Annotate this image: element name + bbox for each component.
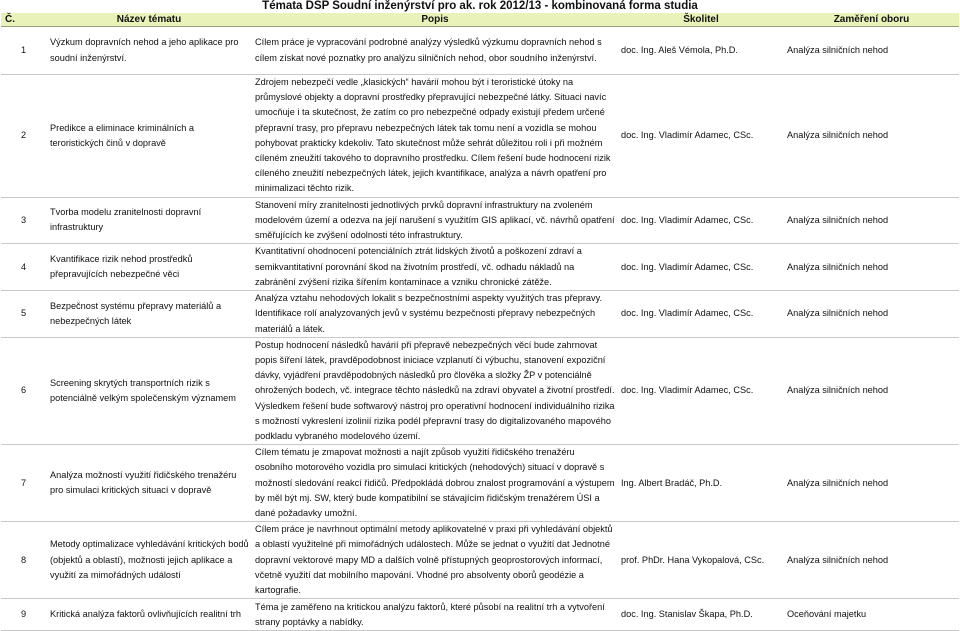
header-focus: Zaměření oboru: [784, 13, 959, 27]
row-number: 9: [1, 599, 46, 631]
header-description: Popis: [252, 13, 618, 27]
table-row: [1, 599, 959, 631]
topic-description: Stanovení míry zranitelnosti jednotlivých prvků dopravní infrastruktury na zvoleném modelovém území a odezva na její narušení s využitím GIS aplikací, vč. návrhů opatření směřujících ke zvýšení odolnosti této infrastruktury.: [252, 197, 618, 244]
supervisor: Ing. Albert Bradáč, Ph.D.: [618, 445, 784, 522]
topic-description: Zdrojem nebezpečí vedle „klasických“ havárií mohou být i teroristické útoky na průmyslové objekty a dopravní prostředky přepravující nebezpečné látky. Situaci navíc umocňuje i ta skutečnost, že zatím co pro nebezpečné odpady existují předem určené přepravní trasy, pro přepravu nebezpečných látek tak tomu není a vozidla se mohou pohybovat prakticky kdekoliv. Tato skutečnost může sehrát důležitou roli i při možném cíleném zneužití takového to dopravního prostředku. Cílem řešení bude hodnocení rizik cíleného zneužití nebezpečných látek, jejich kvantifikace, analýza a návrh opatření pro minimalizaci těchto rizik.: [252, 75, 618, 198]
table-row: [1, 445, 959, 522]
supervisor: doc. Ing. Vladimír Adamec, CSc.: [618, 244, 784, 291]
row-number: 2: [1, 75, 46, 198]
row-number: 6: [1, 337, 46, 444]
topic-name: Bezpečnost systému přepravy materiálů a nebezpečných látek: [46, 291, 252, 338]
field-focus: Analýza silničních nehod: [784, 75, 959, 198]
header-row: [1, 13, 959, 27]
topic-description: Cílem tématu je zmapovat možnosti a najít způsob využití řidičského trenažéru osobního motorového vozidla pro simulaci kritických (nehodových) situací v dopravě s možností sledování reakcí řidičů. Předpokládá dobrou znalost programování a výstupem by měl být mj. SW, který bude kompatibilní se stávajícím řidičským trenažérem ÚSI a dané požadavky umožní.: [252, 445, 618, 522]
row-number: 3: [1, 197, 46, 244]
supervisor: doc. Ing. Vladimír Adamec, CSc.: [618, 291, 784, 338]
header-topic: Název tématu: [46, 13, 252, 27]
field-focus: Analýza silničních nehod: [784, 522, 959, 599]
table-row: [1, 291, 959, 338]
header-number: Č.: [1, 13, 46, 27]
topic-description: Postup hodnocení následků havárií při přepravě nebezpečných věcí bude zahrnovat popis šíření látek, pravděpodobnost iniciace vzplanutí či výbuchu, stanovení expoziční dávky, vyjádření pravděpodobných následků pro člověka a složky ŽP v potenciálně ohrožených bodech, vč. integrace těchto následků na zdraví obyvatel a životní prostředí. Výsledkem řešení bude softwarový nástroj pro operativní hodnocení individuálního rizika s možností vykreslení izolinií rizika podél přepravní trasy do digitalizovaného mapového podkladu vybraného modelového území.: [252, 337, 618, 444]
topic-name: Tvorba modelu zranitelnosti dopravní infrastruktury: [46, 197, 252, 244]
table-row: [1, 197, 959, 244]
topic-name: Screening skrytých transportních rizik s potenciálně velkým společenským významem: [46, 337, 252, 444]
table-row: [1, 75, 959, 198]
field-focus: Analýza silničních nehod: [784, 27, 959, 75]
supervisor: prof. PhDr. Hana Vykopalová, CSc.: [618, 522, 784, 599]
supervisor: doc. Ing. Vladimír Adamec, CSc.: [618, 337, 784, 444]
topic-description: Cílem práce je vypracování podrobné analýzy výsledků výzkumu dopravních nehod s cílem získat nové poznatky pro analýzu silničních nehod, obor soudního inženýrství.: [252, 27, 618, 75]
topic-name: Výzkum dopravních nehod a jeho aplikace pro soudní inženýrství.: [46, 27, 252, 75]
row-number: 1: [1, 27, 46, 75]
row-number: 7: [1, 445, 46, 522]
supervisor: doc. Ing. Vladimír Adamec, CSc.: [618, 75, 784, 198]
supervisor: doc. Ing. Vladimír Adamec, CSc.: [618, 197, 784, 244]
table-row: [1, 522, 959, 599]
topics-table: [1, 13, 959, 631]
field-focus: Analýza silničních nehod: [784, 337, 959, 444]
field-focus: Analýza silničních nehod: [784, 244, 959, 291]
topic-name: Kritická analýza faktorů ovlivňujících realitní trh: [46, 599, 252, 631]
header-supervisor: Školitel: [618, 13, 784, 27]
field-focus: Analýza silničních nehod: [784, 197, 959, 244]
topic-name: Kvantifikace rizik nehod prostředků přepravujících nebezpečné věci: [46, 244, 252, 291]
topic-description: Analýza vztahu nehodových lokalit s bezpečnostními aspekty využitých tras přepravy. Identifikace rolí analyzovaných jevů v systému bezpečnosti přepravy nebezpečných materiálů a látek.: [252, 291, 618, 338]
topic-name: Metody optimalizace vyhledávání kritických bodů (objektů a oblastí), možnosti jejich aplikace a využití za mimořádných událostí: [46, 522, 252, 599]
row-number: 4: [1, 244, 46, 291]
topic-description: Téma je zaměřeno na kritickou analýzu faktorů, které působí na realitní trh a vytvoření strany poptávky a nabídky.: [252, 599, 618, 631]
supervisor: doc. Ing. Stanislav Škapa, Ph.D.: [618, 599, 784, 631]
field-focus: Analýza silničních nehod: [784, 291, 959, 338]
field-focus: Oceňování majetku: [784, 599, 959, 631]
supervisor: doc. Ing. Aleš Vémola, Ph.D.: [618, 27, 784, 75]
topic-name: Predikce a eliminace kriminálních a teroristických činů v dopravě: [46, 75, 252, 198]
table-row: [1, 244, 959, 291]
table-row: [1, 27, 959, 75]
topic-description: Cílem práce je navrhnout optimální metody aplikovatelné v praxi při vyhledávání objektů a oblastí využitelné při mimořádných událostech. Může se jednat o využití dat Jednotné dopravní vektorové mapy MD a dalších volně přístupných geoprostorových informací, včetně využití dat mobilního mapování. Vhodné pro absolventy oborů geodézie a kartografie.: [252, 522, 618, 599]
row-number: 5: [1, 291, 46, 338]
row-number: 8: [1, 522, 46, 599]
table-row: [1, 337, 959, 444]
topic-name: Analýza možností využití řidičského trenažéru pro simulaci kritických situací v dopravě: [46, 445, 252, 522]
page-title: Témata DSP Soudní inženýrství pro ak. rok 2012/13 - kombinovaná forma studia: [0, 0, 960, 13]
field-focus: Analýza silničních nehod: [784, 445, 959, 522]
topic-description: Kvantitativní ohodnocení potenciálních ztrát lidských životů a poškození zdraví a semikvantitativní porovnání škod na životním prostředí, vč. odhadu nákladů na zabránění zvýšení rizika šířením kontaminace a vzniku chronické zátěže.: [252, 244, 618, 291]
